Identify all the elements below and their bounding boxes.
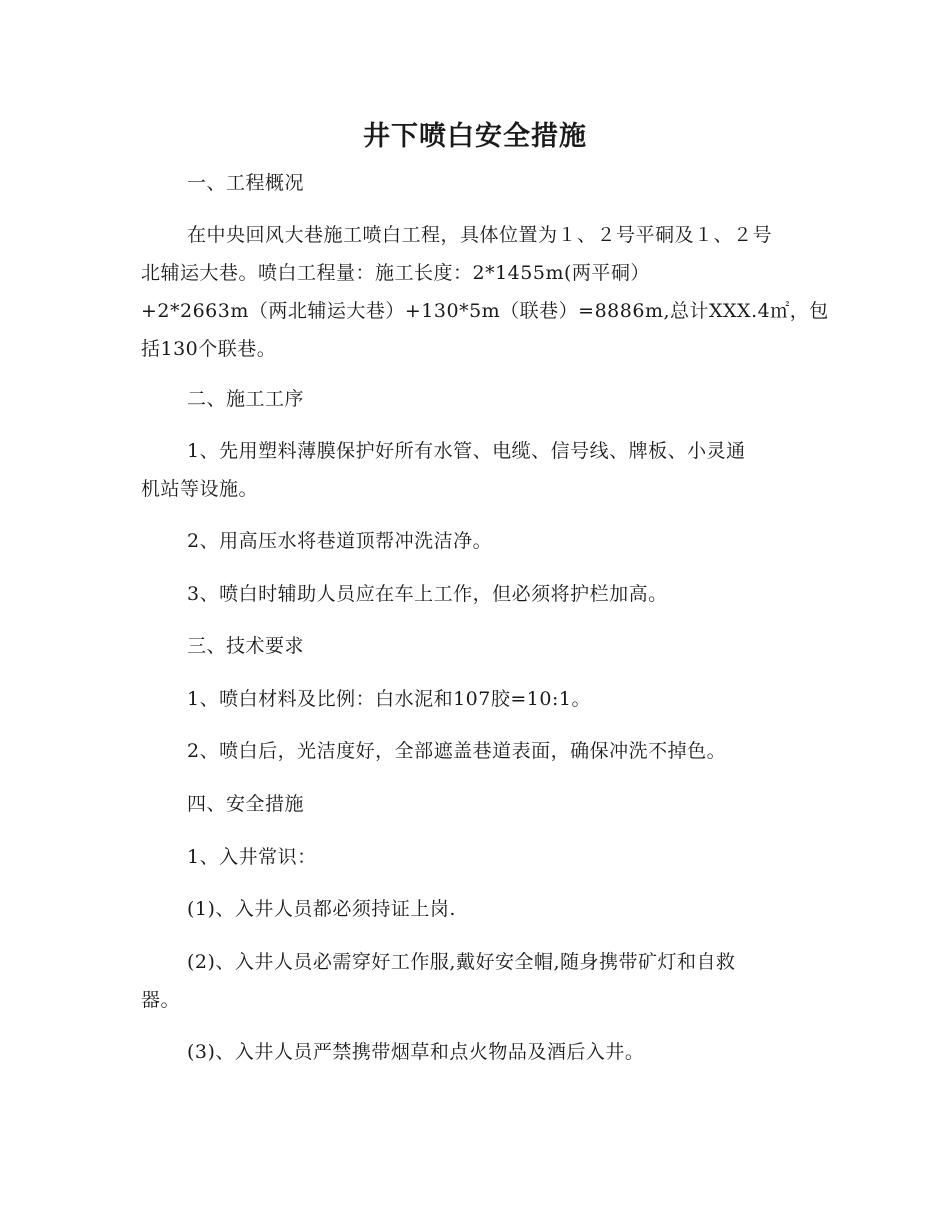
section4-sub1: 1、入井常识： <box>187 846 317 868</box>
section1-body <box>141 216 829 368</box>
section2-item1 <box>141 432 811 508</box>
section2-item2: 2、用高压水将巷道顶帮冲洗洁净。 <box>187 530 493 552</box>
section3-item2: 2、喷白后，光洁度好，全部遮盖巷道表面，确保冲洗不掉色。 <box>187 740 727 762</box>
body-line: 器。 <box>141 989 181 1011</box>
section4-heading: 四、安全措施 <box>187 793 305 815</box>
section4-p2 <box>141 943 811 1019</box>
body-line: 北辅运大巷。喷白工程量：施工长度：2*1455m(两平硐） <box>141 262 650 284</box>
section3-item1: 1、喷白材料及比例：白水泥和107胶=10:1。 <box>187 688 591 710</box>
body-line: 括130个联巷。 <box>141 338 277 360</box>
section2-item3: 3、喷白时辅助人员应在车上工作，但必须将护栏加高。 <box>187 583 668 605</box>
section4-p3: (3)、入井人员严禁携带烟草和点火物品及酒后入井。 <box>187 1041 645 1063</box>
page-title: 井下喷白安全措施 <box>363 121 587 152</box>
body-line: 机站等设施。 <box>141 478 259 500</box>
body-line: (2)、入井人员必需穿好工作服,戴好安全帽,随身携带矿灯和自救 <box>187 951 736 973</box>
section4-p1: (1)、入井人员都必须持证上岗. <box>187 898 456 920</box>
section1-heading: 一、工程概况 <box>187 172 305 194</box>
section2-heading: 二、施工工序 <box>187 388 305 410</box>
body-line: 在中央回风大巷施工喷白工程，具体位置为１、２号平硐及１、２号 <box>187 224 773 246</box>
section3-heading: 三、技术要求 <box>187 635 305 657</box>
body-line: +2*2663m（两北辅运大巷）+130*5m（联巷）=8886m,总计XXX.4㎡，包 <box>141 300 829 322</box>
body-line: 1、先用塑料薄膜保护好所有水管、电缆、信号线、牌板、小灵通 <box>187 440 746 462</box>
